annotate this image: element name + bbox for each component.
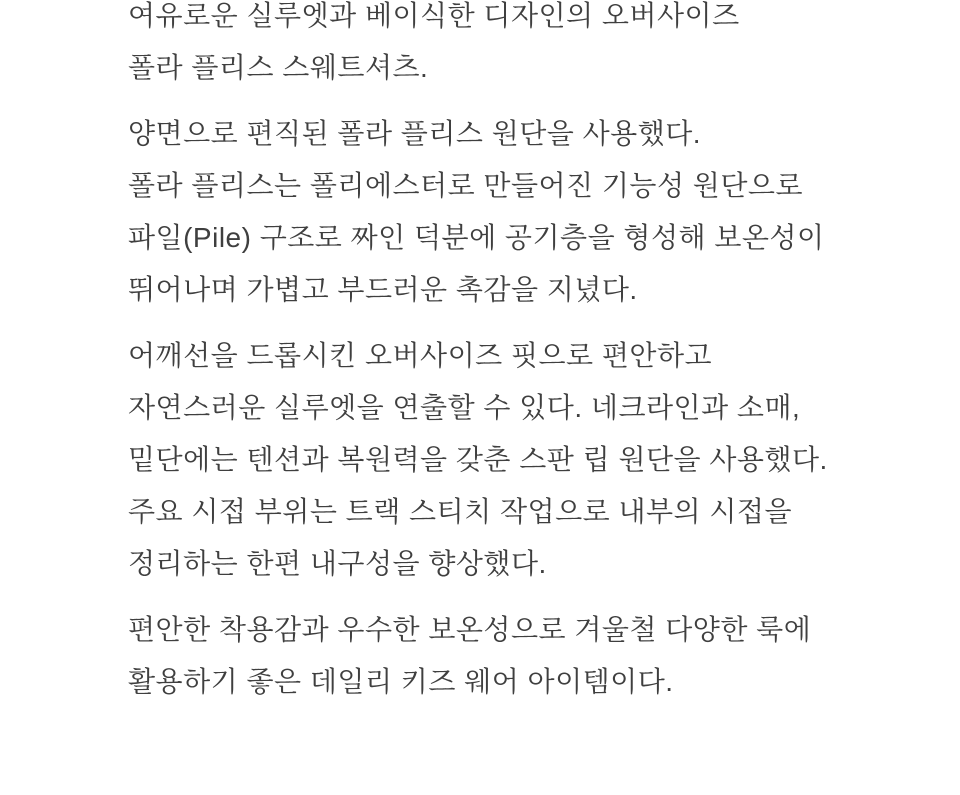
text-line: 폴라 플리스 스웨트셔츠. [128,52,429,83]
product-description-text [128,0,888,722]
text-line: 밑단에는 텐션과 복원력을 갖춘 스판 립 원단을 사용했다. [128,444,828,475]
text-line: 주요 시접 부위는 트랙 스티치 작업으로 내부의 시접을 [128,496,793,527]
text-line: 어깨선을 드롭시킨 오버사이즈 핏으로 편안하고 [128,340,713,371]
text-line: 뛰어나며 가볍고 부드러운 촉감을 지녔다. [128,274,638,305]
text-line: 여유로운 실루엣과 베이식한 디자인의 오버사이즈 [128,0,740,31]
text-line: 폴라 플리스는 폴리에스터로 만들어진 기능성 원단으로 [128,170,804,201]
text-line: 양면으로 편직된 폴라 플리스 원단을 사용했다. [128,118,702,149]
paragraph [128,330,888,590]
paragraph [128,604,888,708]
text-line: 자연스러운 실루엣을 연출할 수 있다. 네크라인과 소매, [128,392,801,423]
paragraph [128,0,888,94]
text-line: 활용하기 좋은 데일리 키즈 웨어 아이템이다. [128,666,674,697]
text-line: 편안한 착용감과 우수한 보온성으로 겨울철 다양한 룩에 [128,614,812,645]
text-line: 파일(Pile) 구조로 짜인 덕분에 공기층을 형성해 보온성이 [128,222,825,253]
paragraph [128,108,888,316]
text-line: 정리하는 한편 내구성을 향상했다. [128,548,547,579]
